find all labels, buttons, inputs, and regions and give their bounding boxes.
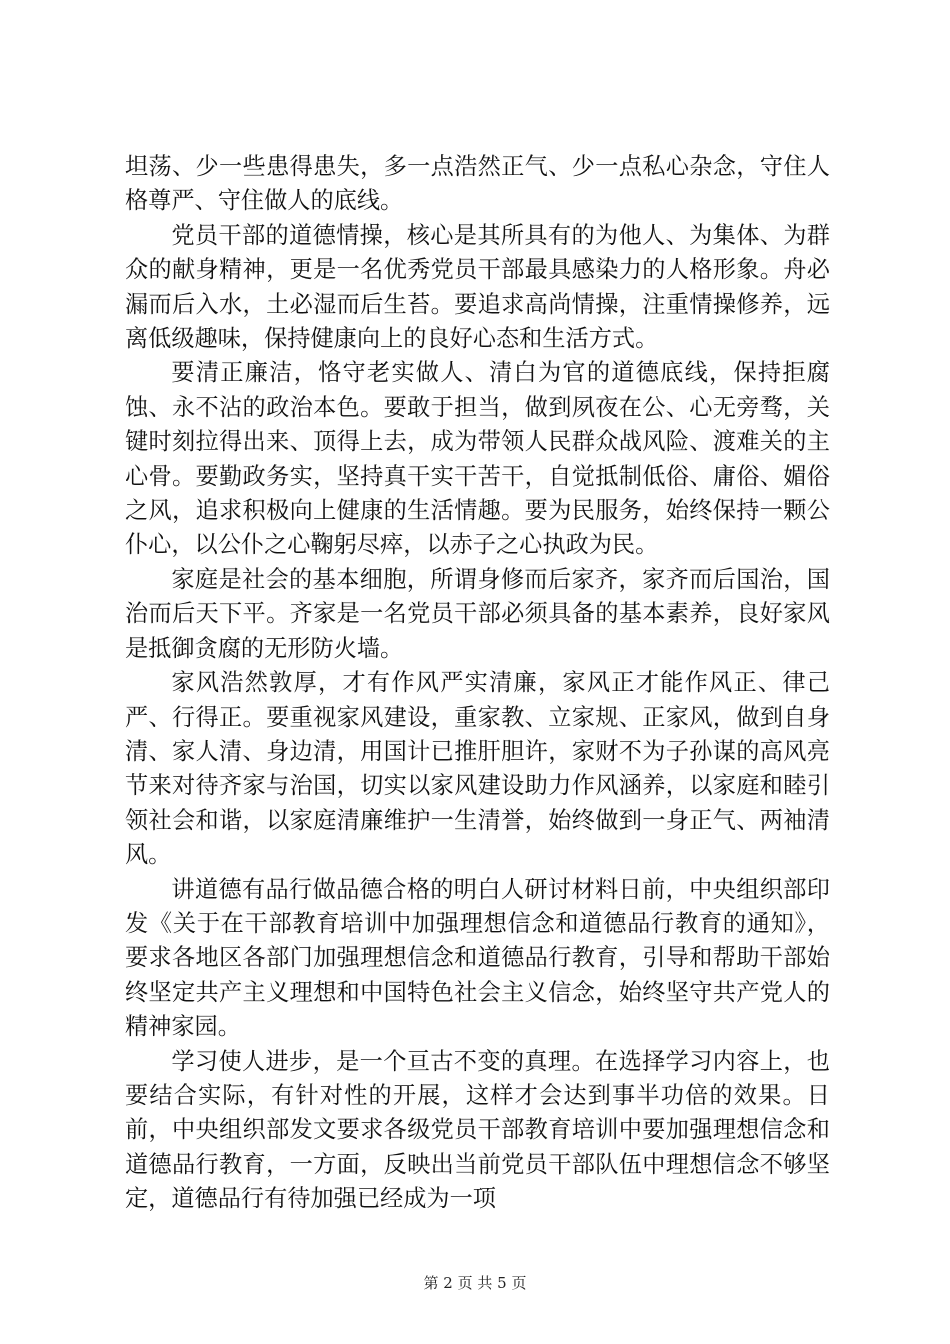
paragraph-1: 坦荡、少一些患得患失，多一点浩然正气、少一点私心杂念，守住人格尊严、守住做人的底线。 <box>125 153 830 215</box>
paragraph-7: 学习使人进步，是一个亘古不变的真理。在选择学习内容上，也要结合实际，有针对性的开展，这样才会达到事半功倍的效果。日前，中央组织部发文要求各级党员干部教育培训中要加强理想信念和道德品行教育，一方面，反映出当前党员干部队伍中理想信念不够坚定，道德品行有待加强已经成为一项 <box>125 1047 830 1213</box>
paragraph-4: 家庭是社会的基本细胞，所谓身修而后家齐，家齐而后国治，国治而后天下平。齐家是一名党员干部必须具备的基本素养，良好家风是抵御贪腐的无形防火墙。 <box>125 565 830 662</box>
paragraph-2: 党员干部的道德情操，核心是其所具有的为他人、为集体、为群众的献身精神，更是一名优秀党员干部最具感染力的人格形象。舟必漏而后入水，土必湿而后生苔。要追求高尚情操，注重情操修养，远离低级趣味，保持健康向上的良好心态和生活方式。 <box>125 221 830 353</box>
paragraph-5: 家风浩然敦厚，才有作风严实清廉，家风正才能作风正、律己严、行得正。要重视家风建设，重家教、立家规、正家风，做到自身清、家人清、身边清，用国计已推肝胆许，家财不为子孙谋的高风亮节来对待齐家与治国，切实以家风建设助力作风涵养，以家庭和睦引领社会和谐，以家庭清廉维护一生清誉，始终做到一身正气、两袖清风。 <box>125 669 830 869</box>
document-body <box>125 150 830 1217</box>
page-footer: 第 2 页 共 5 页 <box>423 1274 527 1292</box>
paragraph-6: 讲道德有品行做品德合格的明白人研讨材料日前，中央组织部印发《关于在干部教育培训中加强理想信念和道德品行教育的通知》，要求各地区各部门加强理想信念和道德品行教育，引导和帮助干部始终坚定共产主义理想和中国特色社会主义信念，始终坚守共产党人的精神家园。 <box>125 875 830 1041</box>
paragraph-3: 要清正廉洁，恪守老实做人、清白为官的道德底线，保持拒腐蚀、永不沾的政治本色。要敢于担当，做到夙夜在公、心无旁骛，关键时刻拉得出来、顶得上去，成为带领人民群众战风险、渡难关的主心骨。要勤政务实，坚持真干实干苦干，自觉抵制低俗、庸俗、媚俗之风，追求积极向上健康的生活情趣。要为民服务，始终保持一颗公仆心，以公仆之心鞠躬尽瘁，以赤子之心执政为民。 <box>125 359 830 559</box>
